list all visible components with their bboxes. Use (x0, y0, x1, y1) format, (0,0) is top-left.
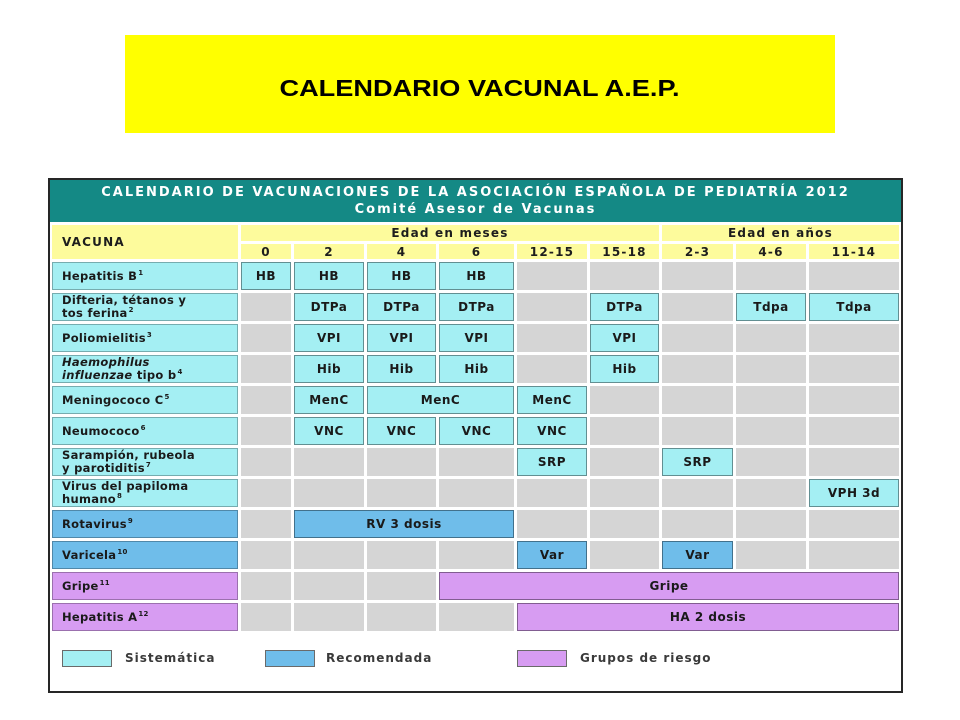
empty-cell (809, 417, 899, 445)
vaccine-label-gripe (52, 572, 238, 600)
empty-cell (367, 603, 436, 631)
vaccine-name-line2: tipo b (136, 368, 177, 382)
vaccine-name: Neumococo (62, 423, 140, 438)
footnote-ref: 10 (117, 547, 128, 556)
empty-cell (809, 448, 899, 476)
empty-cell (517, 293, 587, 321)
empty-cell (736, 324, 806, 352)
empty-cell (736, 541, 806, 569)
table-subtitle: Comité Asesor de Vacunas (354, 202, 597, 217)
years-group-header: Edad en años (662, 225, 899, 241)
age-header-6-months: 6 (439, 244, 514, 259)
gripe-dose-range: Gripe (439, 572, 899, 600)
footnote-ref: 3 (146, 330, 153, 339)
vaccine-label-rotavirus (52, 510, 238, 538)
empty-cell (241, 603, 291, 631)
empty-cell (662, 510, 733, 538)
hepatitis-b-dose-0-months: HB (241, 262, 291, 290)
empty-cell (736, 262, 806, 290)
empty-cell (590, 448, 659, 476)
vaccine-label-dtp (52, 293, 238, 321)
age-header-11-14-years: 11-14 (809, 244, 899, 259)
vaccine-name: Meningococo C (62, 392, 164, 407)
legend (52, 634, 899, 691)
vaccine-label-hepatitis-b (52, 262, 238, 290)
empty-cell (809, 324, 899, 352)
vaccine-name-line1: Virus del papiloma (62, 479, 189, 493)
empty-cell (367, 572, 436, 600)
months-group-header: Edad en meses (241, 225, 659, 241)
vaccine-column-header: VACUNA (52, 225, 238, 259)
vaccine-label-neumococo (52, 417, 238, 445)
vaccine-name-line2: tos ferina (62, 306, 128, 320)
footnote-ref: 7 (145, 461, 152, 469)
polio-dose-4-months: VPI (367, 324, 436, 352)
vnc-dose-4-months: VNC (367, 417, 436, 445)
footnote-ref: 12 (138, 609, 149, 618)
dtp-dose-2-months: DTPa (294, 293, 364, 321)
empty-cell (590, 417, 659, 445)
footnote-ref: 11 (99, 578, 110, 587)
empty-cell (294, 541, 364, 569)
polio-dose-2-months: VPI (294, 324, 364, 352)
slide-title-banner (125, 35, 835, 133)
vaccine-label-hib (52, 355, 238, 383)
hib-dose-6-months: Hib (439, 355, 514, 383)
hib-dose-4-months: Hib (367, 355, 436, 383)
srp-dose-2-3-years: SRP (662, 448, 733, 476)
empty-cell (241, 510, 291, 538)
empty-cell (439, 541, 514, 569)
empty-cell (241, 541, 291, 569)
vaccine-name: Gripe (62, 578, 99, 593)
age-header-4-6-years: 4-6 (736, 244, 806, 259)
table-header (50, 180, 901, 222)
empty-cell (809, 541, 899, 569)
hib-dose-15-18-months: Hib (590, 355, 659, 383)
empty-cell (736, 479, 806, 507)
polio-dose-6-months: VPI (439, 324, 514, 352)
empty-cell (439, 479, 514, 507)
dtp-dose-4-6-years: Tdpa (736, 293, 806, 321)
vaccine-label-hepatitis-a (52, 603, 238, 631)
empty-cell (439, 603, 514, 631)
empty-cell (736, 448, 806, 476)
vph-dose-11-14-years: VPH 3d (809, 479, 899, 507)
vaccine-name-line1: Haemophilus (62, 355, 150, 369)
empty-cell (809, 355, 899, 383)
dtp-dose-6-months: DTPa (439, 293, 514, 321)
empty-cell (241, 386, 291, 414)
empty-cell (241, 324, 291, 352)
empty-cell (294, 572, 364, 600)
vaccine-name: Rotavirus (62, 516, 127, 531)
dtp-dose-4-months: DTPa (367, 293, 436, 321)
empty-cell (662, 293, 733, 321)
vaccine-name: Varicela (62, 547, 117, 562)
vaccine-label-polio (52, 324, 238, 352)
legend-swatch-recommended (265, 650, 315, 667)
vaccine-label-meningococo-c (52, 386, 238, 414)
empty-cell (241, 448, 291, 476)
empty-cell (809, 386, 899, 414)
empty-cell (241, 355, 291, 383)
empty-cell (517, 355, 587, 383)
vaccine-name: Hepatitis B (62, 268, 138, 283)
empty-cell (294, 448, 364, 476)
empty-cell (241, 479, 291, 507)
vaccine-name: Hepatitis A (62, 609, 138, 624)
legend-swatch-risk-groups (517, 650, 567, 667)
legend-label-risk-groups: Grupos de riesgo (580, 651, 712, 665)
empty-cell (517, 262, 587, 290)
varicela-dose-2-3-years: Var (662, 541, 733, 569)
empty-cell (736, 355, 806, 383)
empty-cell (294, 603, 364, 631)
empty-cell (517, 479, 587, 507)
empty-cell (590, 479, 659, 507)
vnc-dose-12-15-months: VNC (517, 417, 587, 445)
footnote-ref: 4 (177, 368, 183, 376)
empty-cell (241, 572, 291, 600)
empty-cell (662, 355, 733, 383)
vaccine-name-line1: Sarampión, rubeola (62, 448, 195, 462)
empty-cell (736, 386, 806, 414)
hepatitis-b-dose-4-months: HB (367, 262, 436, 290)
vaccine-name-line2: humano (62, 492, 117, 506)
age-header-0-months: 0 (241, 244, 291, 259)
empty-cell (241, 293, 291, 321)
empty-cell (367, 479, 436, 507)
empty-cell (294, 479, 364, 507)
footnote-ref: 9 (127, 516, 134, 525)
vaccine-label-vph (52, 479, 238, 507)
hepatitis-b-dose-2-months: HB (294, 262, 364, 290)
menc-dose-2-months: MenC (294, 386, 364, 414)
empty-cell (367, 448, 436, 476)
empty-cell (590, 386, 659, 414)
vnc-dose-6-months: VNC (439, 417, 514, 445)
table-title: CALENDARIO DE VACUNACIONES DE LA ASOCIACIÓN ESPAÑOLA DE PEDIATRÍA 2012 (101, 185, 850, 200)
empty-cell (662, 417, 733, 445)
footnote-ref: 2 (128, 306, 134, 314)
empty-cell (662, 262, 733, 290)
empty-cell (517, 324, 587, 352)
polio-dose-15-18-months: VPI (590, 324, 659, 352)
empty-cell (367, 541, 436, 569)
varicela-dose-12-15-months: Var (517, 541, 587, 569)
rotavirus-dose-2-6-months: RV 3 dosis (294, 510, 514, 538)
vaccine-label-varicela (52, 541, 238, 569)
age-header-2-months: 2 (294, 244, 364, 259)
legend-label-recommended: Recomendada (326, 651, 433, 665)
srp-dose-12-15-months: SRP (517, 448, 587, 476)
age-header-15-18-months: 15-18 (590, 244, 659, 259)
empty-cell (439, 448, 514, 476)
age-header-4-months: 4 (367, 244, 436, 259)
hepatitis-a-dose-range: HA 2 dosis (517, 603, 899, 631)
empty-cell (590, 262, 659, 290)
empty-cell (662, 324, 733, 352)
empty-cell (662, 386, 733, 414)
dtp-dose-15-18-months: DTPa (590, 293, 659, 321)
hepatitis-b-dose-6-months: HB (439, 262, 514, 290)
legend-label-systematic: Sistemática (125, 651, 216, 665)
vaccine-name-line2-italic: influenzae (62, 368, 133, 382)
empty-cell (736, 510, 806, 538)
empty-cell (590, 510, 659, 538)
dtp-dose-11-14-years: Tdpa (809, 293, 899, 321)
menc-dose-4-6-months: MenC (367, 386, 514, 414)
footnote-ref: 5 (164, 392, 170, 401)
empty-cell (809, 510, 899, 538)
age-header-12-15-months: 12-15 (517, 244, 587, 259)
footnote-ref: 6 (140, 423, 146, 432)
vaccine-label-srp (52, 448, 238, 476)
vaccine-name: Poliomielitis (62, 330, 146, 345)
vnc-dose-2-months: VNC (294, 417, 364, 445)
menc-dose-12-15-months: MenC (517, 386, 587, 414)
vaccination-schedule-table (48, 178, 903, 693)
empty-cell (736, 417, 806, 445)
footnote-ref: 1 (138, 268, 144, 277)
slide-title: CALENDARIO VACUNAL A.E.P. (279, 74, 681, 101)
vaccine-name-line1: Difteria, tétanos y (62, 293, 187, 307)
age-header-2-3-years: 2-3 (662, 244, 733, 259)
empty-cell (662, 479, 733, 507)
legend-swatch-systematic (62, 650, 112, 667)
vaccine-name-line2: y parotiditis (62, 461, 145, 475)
hib-dose-2-months: Hib (294, 355, 364, 383)
empty-cell (809, 262, 899, 290)
empty-cell (241, 417, 291, 445)
empty-cell (590, 541, 659, 569)
footnote-ref: 8 (117, 492, 123, 500)
empty-cell (517, 510, 587, 538)
